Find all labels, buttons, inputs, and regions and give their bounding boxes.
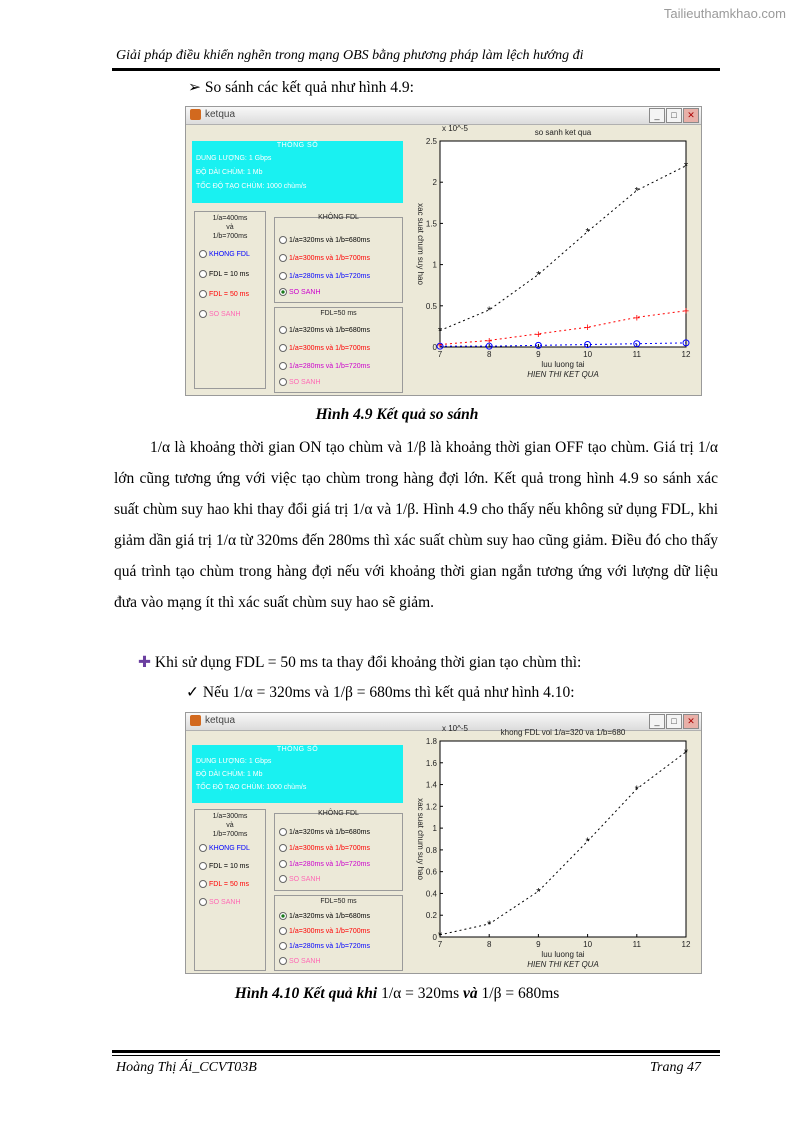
y-tick-label: 1.8 [425,737,437,746]
body-paragraph: 1/α là khoảng thời gian ON tạo chùm và 1/β là khoảng thời gian OFF tạo chùm. Giá trị 1/α lớn cũng tương ứng với việc tạo chùm trong hàng đợi lớn. Kết quả trong hình 4.9 so sánh xác suất chùm suy hao khi thay đổi giá trị 1/α và 1/β. Hình 4.9 cho thấy nếu không sử dụng FDL, khi giảm dần giá trị 1/α từ 320ms đến 280ms thì xác suất chùm suy hao cũng giảm. Điều đó cho thấy quá trình tạo chùm trong hàng đợi nếu với khoảng thời gian ngắn tương ứng với lượng dữ liệu đưa vào mạng ít thì xác suất chùm suy hao sẽ giảm. [114,439,719,611]
group-title: 1/a=300ms [212,813,248,820]
radio-option[interactable]: SO SANH [199,898,241,906]
radio-option[interactable]: 1/a=320ms và 1/b=680ms [279,326,370,334]
math-inline: 1/β = 680ms [332,684,411,701]
math-inline: 1/α [150,439,171,456]
footer-author: Hoàng Thị Ái_CCVT03B [116,1060,257,1075]
math-inline: 1/β [406,439,427,456]
y-multiplier: x 10^-5 [442,724,468,733]
group-title: 1/b=700ms [212,831,248,838]
y-tick-label: 1 [432,824,437,834]
math-inline: 1/α [352,501,373,518]
info-line: ĐỘ DÀI CHÙM: 1 Mb [196,169,263,176]
group-title: FDL=50 ms [320,310,357,317]
chart-2 [408,724,700,972]
matlab-app-icon [190,715,201,726]
radio-option[interactable]: FDL = 50 ms [199,290,249,298]
x-tick-label: 7 [437,940,443,949]
y-tick-label: 1.2 [425,802,437,812]
group-title: và [226,822,234,829]
radio-option[interactable]: FDL = 50 ms [199,880,249,888]
group-title: và [226,224,234,231]
radio-option[interactable]: 1/a=300ms và 1/b=700ms [279,344,370,352]
y-tick-label: 2.5 [425,137,437,146]
math-inline: 1/α = 320ms [381,985,460,1002]
intro-bullet-text: So sánh các kết quả như hình 4.9: [204,79,414,96]
radio-option[interactable]: KHONG FDL [199,250,250,258]
radio-option[interactable]: 1/a=320ms và 1/b=680ms [279,828,370,836]
y-axis-label: xac suat chum suy hao [416,798,425,880]
data-point: * [487,918,492,931]
data-point: + [436,339,444,352]
group-title: FDL=50 ms [320,898,357,905]
group-fdl50 [274,307,403,393]
radio-option[interactable]: 1/a=300ms và 1/b=700ms [279,927,370,935]
show-result-button: HIEN THI KET QUA [527,960,599,969]
minimize-icon[interactable]: _ [649,108,665,123]
radio-option[interactable]: SO SANH [279,288,321,296]
watermark: Tailieuthamkhao.com [663,6,786,21]
y-tick-label: 0.8 [425,845,437,855]
data-point: * [487,304,492,317]
checkmark-icon: ✓ [186,684,199,701]
radio-option[interactable]: 1/a=280ms và 1/b=720ms [279,362,370,370]
x-axis-label: luu luong tai [541,950,585,959]
y-tick-label: 1 [432,260,437,270]
radio-option[interactable]: SO SANH [279,875,321,883]
info-panel-title: THÔNG SỐ [276,746,319,753]
footer-page: Trang 47 [650,1060,701,1075]
y-tick-label: 2 [432,178,437,188]
matlab-app-icon [190,109,201,120]
left-group [194,211,266,389]
y-tick-label: 0 [432,933,437,942]
close-icon[interactable]: ✕ [683,714,699,729]
x-tick-label: 7 [437,350,443,359]
figure2-window [185,712,702,974]
radio-option[interactable]: FDL = 10 ms [199,862,249,870]
data-point: + [485,335,493,348]
y-tick-label: 0.5 [425,301,437,311]
x-tick-label: 9 [536,940,541,949]
data-point: * [585,226,590,239]
data-point: * [437,929,443,942]
radio-option[interactable]: 1/a=300ms và 1/b=700ms [279,844,370,852]
x-tick-label: 9 [536,350,541,359]
radio-option[interactable]: FDL = 10 ms [199,270,249,278]
data-point: * [536,886,541,899]
data-point: + [535,328,542,341]
math-inline: 1/β [395,501,416,518]
close-icon[interactable]: ✕ [683,108,699,123]
math-inline: 1/α = 320ms [232,684,311,701]
radio-option[interactable]: SO SANH [199,310,241,318]
group-title: 1/b=700ms [212,233,248,240]
footer-rule-thin [112,1055,720,1056]
figure1-window-title: ketqua [205,109,236,120]
figure1-caption: Hình 4.9 Kết quả so sánh [315,406,479,423]
group-no-fdl [274,214,403,303]
x-tick-label: 12 [681,940,691,949]
radio-option[interactable]: 1/a=280ms và 1/b=720ms [279,860,370,868]
y-tick-label: 0.4 [425,889,437,899]
y-axis-label: xac suat chum suy hao [416,203,425,285]
data-point: * [683,160,689,173]
figure1-window [185,106,702,396]
x-tick-label: 8 [486,350,492,359]
left-group [194,809,266,971]
chart-title: khong FDL voi 1/a=320 va 1/b=680 [500,728,626,737]
math-inline: 1/α [697,439,719,456]
data-point: + [682,305,690,318]
info-panel-title: THÔNG SỐ [276,142,319,149]
y-tick-label: 0.2 [425,911,437,921]
data-point: * [634,185,639,198]
figure2-caption: Hình 4.10 Kết quả khi 1/α = 320ms và 1/β = 680ms [234,985,560,1002]
data-point: * [536,269,541,282]
maximize-icon[interactable]: □ [666,714,682,729]
info-line: ĐỘ DÀI CHÙM: 1 Mb [196,771,263,778]
data-point: * [634,783,639,796]
x-tick-label: 10 [583,940,593,949]
y-tick-label: 1.6 [425,758,437,768]
info-line: TỐC ĐỘ TẠO CHÙM: 1000 chùm/s [196,784,307,791]
x-tick-label: 10 [583,350,593,359]
info-panel [192,141,403,203]
info-line: DUNG LƯỢNG: 1 Gbps [196,155,272,162]
x-axis-label: luu luong tai [541,360,585,369]
info-panel [192,745,403,803]
bullet-2-text: Khi sử dụng FDL = 50 ms ta thay đổi khoảng thời gian tạo chùm thì: [154,654,582,671]
y-tick-label: 0.6 [425,867,437,877]
group-title: 1/a=400ms [212,215,248,222]
radio-option[interactable]: 1/a=280ms và 1/b=720ms [279,942,370,950]
arrow-bullet-icon: ➢ [188,79,201,96]
math-inline: 1/β = 680ms [481,985,560,1002]
info-line: DUNG LƯỢNG: 1 Gbps [196,758,272,765]
minimize-icon[interactable]: _ [649,714,665,729]
running-header: Giải pháp điều khiển nghẽn trong mạng OBS bằng phương pháp làm lệch hướng đi [116,48,584,63]
radio-option[interactable]: 1/a=280ms và 1/b=720ms [279,272,370,280]
x-tick-label: 12 [681,350,691,359]
y-tick-label: 1.4 [425,780,437,790]
y-tick-label: 0 [432,343,437,352]
y-multiplier: x 10^-5 [442,124,468,133]
group-title: KHÔNG FDL [318,214,359,221]
radio-option[interactable]: 1/a=320ms và 1/b=680ms [279,912,370,920]
group-title: KHÔNG FDL [318,810,359,817]
figure1-titlebar [186,107,701,125]
chart-title: so sanh ket qua [534,128,592,137]
info-line: TỐC ĐỘ TẠO CHÙM: 1000 chùm/s [196,183,307,190]
bullet-2 [138,647,581,678]
math-inline: 1/α [215,532,237,549]
x-tick-label: 11 [632,940,641,949]
footer-rule [112,1050,720,1053]
data-point: + [584,322,591,335]
data-point: + [633,312,641,325]
maximize-icon[interactable]: □ [666,108,682,123]
header-rule [112,68,720,71]
y-tick-label: 1.5 [425,219,437,229]
radio-option[interactable]: 1/a=300ms và 1/b=700ms [279,254,370,262]
data-point: * [437,325,443,338]
show-result-button: HIEN THI KET QUA [527,370,599,379]
data-point: * [585,836,590,849]
chart-1 [408,125,700,394]
radio-option[interactable]: KHONG FDL [199,844,250,852]
cross-bullet-icon: ✚ [138,654,151,671]
figure2-window-title: ketqua [205,715,236,726]
plot-area [440,741,686,937]
radio-option[interactable]: SO SANH [279,957,321,965]
data-point: * [683,746,689,759]
x-tick-label: 11 [632,350,641,359]
radio-option[interactable]: SO SANH [279,378,321,386]
group-fdl50 [274,895,403,971]
check-item: ✓ Nếu 1/α = 320ms và 1/β = 680ms thì kết quả như hình 4.10: [186,684,575,701]
radio-option[interactable]: 1/a=320ms và 1/b=680ms [279,236,370,244]
group-no-fdl [274,810,403,891]
intro-bullet [188,72,414,103]
x-tick-label: 8 [486,940,492,949]
